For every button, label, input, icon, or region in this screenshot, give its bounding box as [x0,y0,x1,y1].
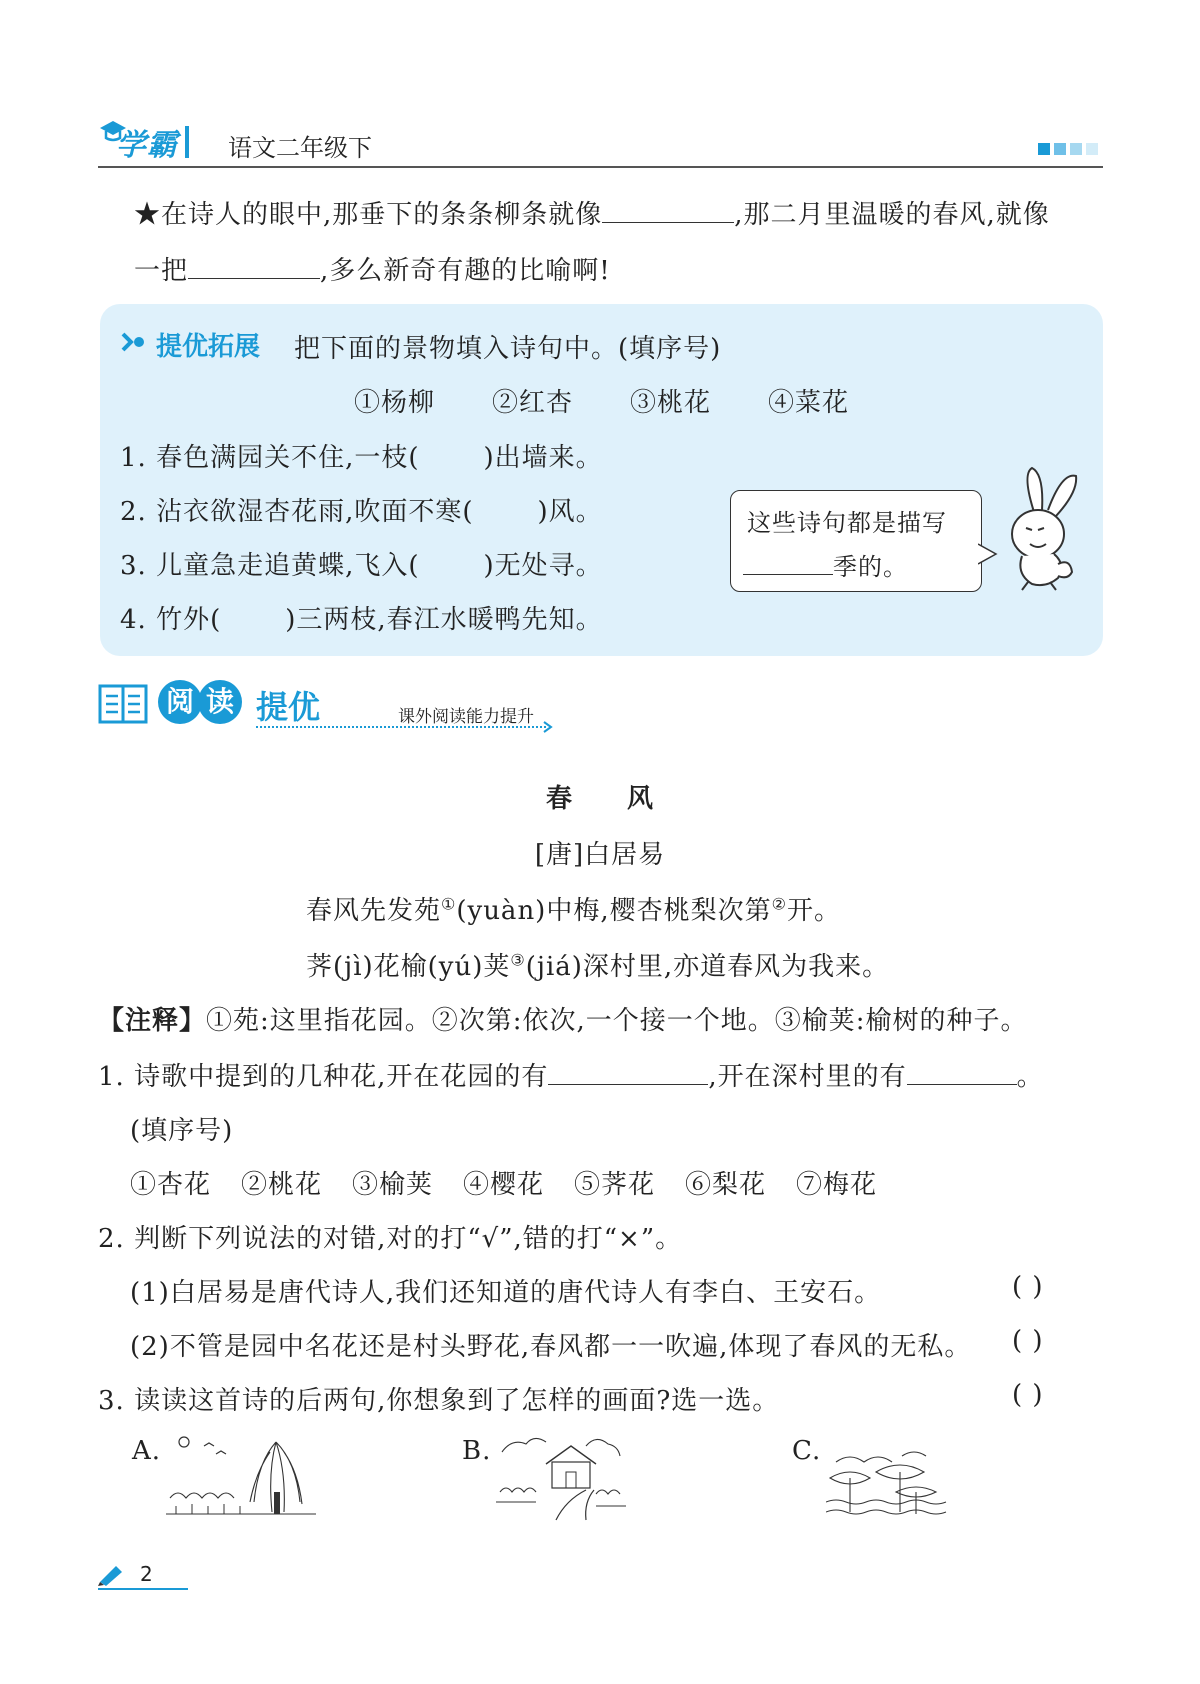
choice-b-label: B. [462,1436,492,1466]
q1-option: ②桃花 [241,1170,323,1200]
notes-label: 【注释】 [98,1006,207,1036]
question-2: 2. 判断下列说法的对错,对的打“√”,错的打“×”。 [98,1224,683,1254]
footer-rule [98,1588,188,1590]
header-squares [1038,140,1098,159]
question-2-1: (1)白居易是唐代诗人,我们还知道的唐代诗人有李白、王安石。 [130,1278,882,1308]
reading-subtitle: 课外阅读能力提升 [398,707,534,727]
reading-circle-1: 阅 [158,680,202,724]
reading-heading [98,680,558,740]
option-item: ③桃花 [630,388,712,418]
page-footer [98,1560,188,1590]
poem-item: 4. 竹外( )三两枝,春江水暖鸭先知。 [120,605,603,635]
question-1-note: (填序号) [130,1116,234,1146]
poem-item: 1. 春色满园关不住,一枝( )出墙来。 [120,443,603,473]
bubble-line-1: 这些诗句都是描写 [747,509,947,537]
extension-label: 提优拓展 [156,332,261,362]
choice-c-label: C. [792,1436,822,1466]
q1-option: ④樱花 [463,1170,545,1200]
page-header [98,112,1103,168]
poem-item: 2. 沾衣欲湿杏花雨,吹面不寒( )风。 [120,497,603,527]
poem-line-1: 春风先发苑①(yuàn)中梅,樱杏桃梨次第②开。 [306,894,841,926]
intro-blank-1[interactable] [602,195,734,223]
choice-b-image[interactable] [496,1432,626,1522]
reading-title: 提优 [256,688,321,726]
page-number: 2 [140,1562,153,1586]
option-item: ①杨柳 [354,388,436,418]
question-3: 3. 读读这首诗的后两句,你想象到了怎样的画面?选一选。 [98,1386,780,1416]
choice-a-image[interactable] [166,1432,316,1522]
season-blank[interactable] [743,549,833,575]
q1-blank-garden[interactable] [548,1057,708,1085]
rabbit-icon [992,464,1092,594]
brand-divider [185,126,189,158]
poem-line-2: 荠(jì)花榆(yú)荚③(jiá)深村里,亦道春风为我来。 [306,950,890,982]
intro-line-2: 一把 ,多么新奇有趣的比喻啊! [134,250,611,287]
question-1-options [130,1164,877,1201]
q2-2-answer[interactable]: ( ) [1012,1326,1044,1356]
q3-answer[interactable]: ( ) [1012,1380,1044,1410]
q1-option: ①杏花 [130,1170,212,1200]
double-chevron-icon [120,330,146,354]
header-rule [98,166,1103,168]
intro-line-1: ★在诗人的眼中,那垂下的条条柳条就像 ,那二月里温暖的春风,就像 [134,194,1050,231]
option-list [354,382,849,419]
speech-bubble [730,490,982,592]
poem-author: [唐]白居易 [534,840,666,870]
option-item: ②红杏 [492,388,574,418]
question-2-2: (2)不管是园中名花还是村头野花,春风都一一吹遍,体现了春风的无私。 [130,1332,972,1362]
q1-option: ③榆荚 [352,1170,434,1200]
arrow-right-icon [542,720,554,734]
extension-box [100,304,1103,656]
q1-option: ⑤荠花 [574,1170,656,1200]
poem-title: 春 风 [545,784,654,814]
intro-blank-2[interactable] [188,251,320,279]
reading-underline [256,726,546,728]
choice-c-image[interactable] [826,1432,956,1522]
bubble-line-2: 季的。 [743,547,908,582]
option-item: ④菜花 [768,388,850,418]
q1-option: ⑦梅花 [796,1170,878,1200]
subject-title: 语文二年级下 [228,134,372,162]
book-icon [98,684,148,724]
notes-line: 【注释】①苑:这里指花园。②次第:依次,一个接一个地。③榆荚:榆树的种子。 [98,1006,1028,1036]
poem-item: 3. 儿童急走追黄蝶,飞入( )无处寻。 [120,551,603,581]
pen-icon [98,1564,124,1586]
q1-option: ⑥梨花 [685,1170,767,1200]
q2-1-answer[interactable]: ( ) [1012,1272,1044,1302]
choice-a-label: A. [132,1436,162,1466]
extension-instruction: 把下面的景物填入诗句中。(填序号) [294,334,722,364]
brand-logo: 学霸 [116,128,178,163]
question-1: 1. 诗歌中提到的几种花,开在花园的有 ,开在深村里的有 。 [98,1056,1044,1093]
q1-blank-village[interactable] [907,1057,1017,1085]
reading-circle-2: 读 [198,680,242,724]
